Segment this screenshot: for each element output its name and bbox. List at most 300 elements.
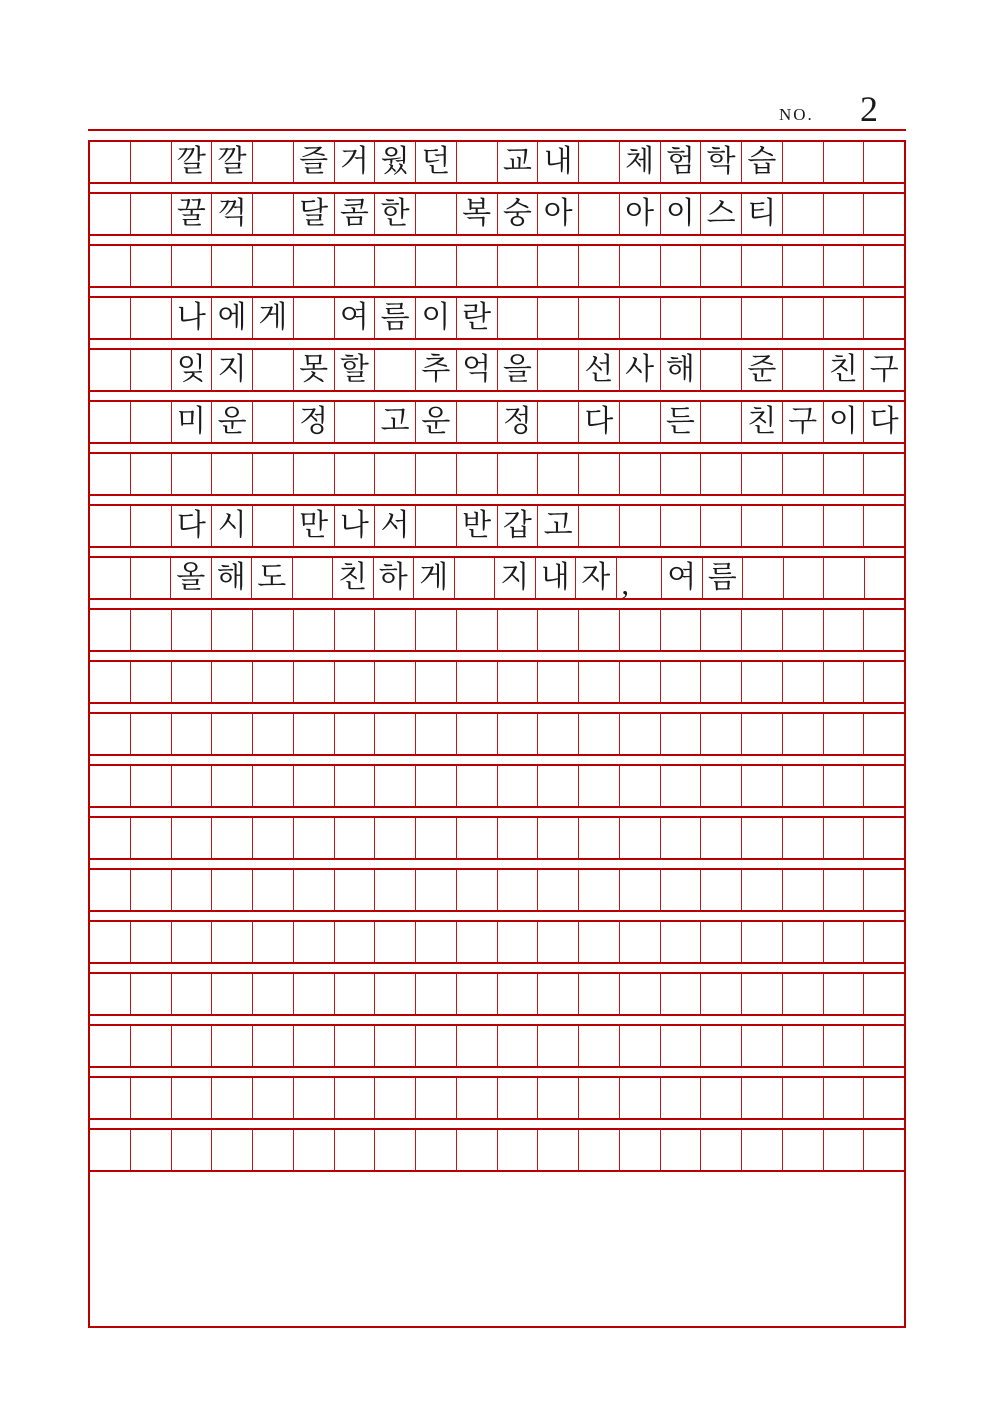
grid-row <box>90 246 904 286</box>
grid-row <box>90 974 904 1014</box>
grid-row <box>90 766 904 806</box>
grid-cell: 정 <box>497 402 538 442</box>
grid-cell <box>741 298 782 338</box>
grid-cell <box>863 922 904 962</box>
grid-cell <box>823 1130 864 1170</box>
grid-cell <box>537 714 578 754</box>
grid-cell <box>456 870 497 910</box>
grid-cell <box>456 662 497 702</box>
grid-cell: 콤 <box>334 194 375 234</box>
grid-cell <box>619 714 660 754</box>
grid-cell <box>130 766 171 806</box>
grid-cell <box>374 246 415 286</box>
grid-cell <box>415 1078 456 1118</box>
grid-cell <box>863 506 904 546</box>
grid-cell: 숭 <box>497 194 538 234</box>
grid-cell <box>90 610 130 650</box>
grid-cell <box>823 662 864 702</box>
grid-cell <box>211 766 252 806</box>
grid-cell <box>782 922 823 962</box>
grid-cell <box>537 1026 578 1066</box>
grid-cell <box>700 246 741 286</box>
grid-cell <box>334 1078 375 1118</box>
grid-cell <box>578 610 619 650</box>
grid-cell <box>211 818 252 858</box>
grid-cell <box>211 246 252 286</box>
grid-cell <box>741 506 782 546</box>
grid-cell <box>211 454 252 494</box>
grid-cell <box>823 974 864 1014</box>
grid-cell: 나 <box>171 298 212 338</box>
row-spacer <box>90 1014 904 1026</box>
grid-cell <box>90 922 130 962</box>
row-spacer <box>90 858 904 870</box>
grid-cell: 친 <box>823 350 864 390</box>
grid-cell <box>334 662 375 702</box>
grid-cell <box>374 454 415 494</box>
grid-cell <box>660 662 701 702</box>
grid-cell <box>211 870 252 910</box>
grid-cell <box>334 1026 375 1066</box>
grid-cell <box>293 818 334 858</box>
grid-cell: 복 <box>456 194 497 234</box>
grid-cell <box>497 818 538 858</box>
grid-cell <box>578 506 619 546</box>
grid-cell <box>578 974 619 1014</box>
grid-cell <box>700 1130 741 1170</box>
grid-cell <box>700 974 741 1014</box>
grid-cell <box>537 870 578 910</box>
grid-cell <box>537 1130 578 1170</box>
grid-cell <box>130 662 171 702</box>
grid-cell: 내 <box>535 558 576 598</box>
grid-cell <box>293 610 334 650</box>
grid-cell: 사 <box>619 350 660 390</box>
grid-cell <box>497 298 538 338</box>
grid-cell <box>252 350 293 390</box>
grid-cell <box>130 298 171 338</box>
grid-cell <box>578 870 619 910</box>
grid-cell: 깔 <box>171 142 212 182</box>
grid-row <box>90 662 904 702</box>
grid-cell <box>619 818 660 858</box>
grid-cell <box>130 350 171 390</box>
grid-cell <box>334 1130 375 1170</box>
grid-cell <box>334 454 375 494</box>
grid-cell <box>130 142 171 182</box>
grid-cell: 선 <box>578 350 619 390</box>
grid-cell <box>578 246 619 286</box>
grid-cell <box>497 974 538 1014</box>
grid-cell <box>619 402 660 442</box>
grid-cell <box>660 974 701 1014</box>
grid-cell <box>415 506 456 546</box>
grid-cell: 잊 <box>171 350 212 390</box>
grid-cell <box>741 610 782 650</box>
grid-cell: 시 <box>211 506 252 546</box>
grid-cell <box>456 454 497 494</box>
grid-cell <box>497 870 538 910</box>
grid-cell: 운 <box>415 402 456 442</box>
grid-cell <box>211 662 252 702</box>
grid-cell <box>456 766 497 806</box>
grid-cell: 고 <box>537 506 578 546</box>
grid-row <box>90 350 904 390</box>
grid-cell <box>130 194 171 234</box>
grid-cell <box>456 818 497 858</box>
grid-cell <box>293 714 334 754</box>
grid-cell <box>782 974 823 1014</box>
grid-cell <box>171 818 212 858</box>
grid-cell <box>823 194 864 234</box>
grid-cell <box>537 974 578 1014</box>
grid-cell <box>90 506 130 546</box>
grid-cell <box>741 246 782 286</box>
grid-cell <box>578 714 619 754</box>
grid-cell: 만 <box>293 506 334 546</box>
grid-cell: 구 <box>863 350 904 390</box>
row-spacer <box>90 494 904 506</box>
grid-cell: 게 <box>413 558 454 598</box>
grid-cell: 지 <box>494 558 535 598</box>
grid-cell <box>171 662 212 702</box>
grid-cell <box>782 1078 823 1118</box>
grid-cell <box>293 1078 334 1118</box>
grid-cell <box>660 246 701 286</box>
grid-cell: , <box>616 558 662 598</box>
grid-cell <box>415 974 456 1014</box>
grid-cell <box>700 1078 741 1118</box>
grid-cell: 지 <box>211 350 252 390</box>
grid-cell <box>660 1078 701 1118</box>
grid-cell: 반 <box>456 506 497 546</box>
grid-cell <box>782 662 823 702</box>
row-spacer <box>90 338 904 350</box>
grid-cell <box>130 454 171 494</box>
grid-row <box>90 454 904 494</box>
grid-cell <box>537 298 578 338</box>
grid-cell <box>497 766 538 806</box>
grid-cell <box>782 454 823 494</box>
grid-cell <box>293 454 334 494</box>
grid-cell <box>537 350 578 390</box>
grid-cell <box>90 142 130 182</box>
grid-cell <box>578 298 619 338</box>
grid-cell <box>578 1130 619 1170</box>
grid-cell <box>252 1078 293 1118</box>
grid-cell: 습 <box>741 142 782 182</box>
grid-cell <box>90 714 130 754</box>
grid-cell <box>619 1078 660 1118</box>
grid-cell <box>863 1078 904 1118</box>
row-spacer <box>90 182 904 194</box>
grid-cell: 거 <box>334 142 375 182</box>
grid-cell <box>171 610 212 650</box>
grid-cell: 못 <box>293 350 334 390</box>
grid-cell: 구 <box>782 402 823 442</box>
grid-cell <box>700 506 741 546</box>
grid-cell <box>90 870 130 910</box>
grid-cell <box>90 350 130 390</box>
grid-row <box>90 818 904 858</box>
grid-cell <box>578 662 619 702</box>
grid-cell <box>90 1078 130 1118</box>
grid-row <box>90 714 904 754</box>
row-spacer <box>90 910 904 922</box>
row-spacer <box>90 234 904 246</box>
grid-cell: 학 <box>700 142 741 182</box>
row-spacer <box>90 442 904 454</box>
grid-cell: 아 <box>619 194 660 234</box>
grid-cell <box>863 870 904 910</box>
grid-cell <box>578 194 619 234</box>
grid-cell <box>334 766 375 806</box>
grid-cell <box>783 558 824 598</box>
grid-cell <box>90 194 130 234</box>
grid-cell <box>334 974 375 1014</box>
grid-cell: 할 <box>334 350 375 390</box>
grid-cell <box>619 922 660 962</box>
grid-cell <box>415 194 456 234</box>
grid-cell <box>823 922 864 962</box>
grid-cell <box>742 558 783 598</box>
grid-cell <box>334 610 375 650</box>
grid-cell <box>334 870 375 910</box>
grid-cell <box>293 662 334 702</box>
grid-cell <box>293 766 334 806</box>
grid-cell <box>374 1026 415 1066</box>
grid-cell <box>456 1026 497 1066</box>
grid-cell <box>252 662 293 702</box>
grid-cell <box>700 818 741 858</box>
grid-cell <box>741 766 782 806</box>
grid-cell <box>537 922 578 962</box>
row-spacer <box>90 962 904 974</box>
grid-cell <box>374 350 415 390</box>
grid-cell: 억 <box>456 350 497 390</box>
grid-cell <box>374 974 415 1014</box>
grid-cell <box>700 298 741 338</box>
grid-row <box>90 922 904 962</box>
page-number-label: NO. <box>779 105 814 124</box>
grid-cell: 꺽 <box>211 194 252 234</box>
grid-cell <box>171 922 212 962</box>
grid-cell <box>497 610 538 650</box>
grid-cell <box>374 1130 415 1170</box>
row-spacer <box>90 1118 904 1130</box>
grid-cell <box>863 298 904 338</box>
grid-cell <box>171 246 212 286</box>
grid-cell: 하 <box>373 558 414 598</box>
header-underline <box>88 129 906 131</box>
grid-cell <box>497 662 538 702</box>
grid-cell: 올 <box>170 558 211 598</box>
manuscript-grid <box>88 140 906 1328</box>
grid-cell <box>456 610 497 650</box>
grid-cell <box>415 454 456 494</box>
grid-row <box>90 402 904 442</box>
grid-cell <box>497 1130 538 1170</box>
grid-cell <box>823 558 864 598</box>
grid-cell <box>211 610 252 650</box>
grid-cell <box>741 714 782 754</box>
grid-cell <box>171 1026 212 1066</box>
grid-cell <box>90 766 130 806</box>
grid-cell <box>374 1078 415 1118</box>
grid-cell <box>90 454 130 494</box>
grid-cell <box>171 1078 212 1118</box>
grid-cell <box>415 662 456 702</box>
grid-cell: 스 <box>700 194 741 234</box>
grid-cell <box>374 610 415 650</box>
grid-cell <box>130 714 171 754</box>
grid-cell: 친 <box>332 558 373 598</box>
grid-cell <box>537 246 578 286</box>
grid-cell <box>211 1026 252 1066</box>
grid-cell <box>741 1026 782 1066</box>
grid-cell: 든 <box>660 402 701 442</box>
grid-cell: 내 <box>537 142 578 182</box>
grid-cell: 름 <box>702 558 743 598</box>
grid-cell <box>537 402 578 442</box>
grid-cell <box>782 350 823 390</box>
grid-cell: 을 <box>497 350 538 390</box>
grid-cell: 티 <box>741 194 782 234</box>
grid-cell <box>415 922 456 962</box>
grid-cell <box>130 974 171 1014</box>
grid-cell <box>456 246 497 286</box>
grid-cell <box>293 246 334 286</box>
grid-cell <box>90 402 130 442</box>
grid-cell <box>374 662 415 702</box>
bottom-note-box <box>90 1170 904 1326</box>
grid-cell <box>782 298 823 338</box>
grid-cell <box>130 1026 171 1066</box>
grid-cell <box>130 506 171 546</box>
grid-cell <box>252 870 293 910</box>
grid-cell <box>578 142 619 182</box>
grid-cell: 고 <box>374 402 415 442</box>
grid-cell <box>823 142 864 182</box>
grid-cell <box>863 194 904 234</box>
grid-cell <box>252 974 293 1014</box>
grid-cell <box>823 766 864 806</box>
grid-cell <box>456 922 497 962</box>
row-spacer <box>90 650 904 662</box>
grid-cell <box>537 662 578 702</box>
grid-cell <box>292 558 333 598</box>
grid-cell <box>252 766 293 806</box>
grid-cell <box>660 1026 701 1066</box>
grid-cell: 준 <box>741 350 782 390</box>
grid-cell <box>578 1026 619 1066</box>
grid-cell <box>863 662 904 702</box>
grid-cell <box>415 818 456 858</box>
grid-cell <box>252 610 293 650</box>
grid-cell <box>660 922 701 962</box>
grid-cell: 꿀 <box>171 194 212 234</box>
grid-cell: 교 <box>497 142 538 182</box>
grid-cell: 험 <box>660 142 701 182</box>
grid-cell: 에 <box>211 298 252 338</box>
grid-cell <box>741 922 782 962</box>
grid-cell: 미 <box>171 402 212 442</box>
grid-cell <box>863 246 904 286</box>
grid-cell <box>700 714 741 754</box>
row-spacer <box>90 598 904 610</box>
grid-cell <box>660 454 701 494</box>
grid-cell <box>211 922 252 962</box>
grid-cell: 다 <box>578 402 619 442</box>
grid-cell <box>619 610 660 650</box>
grid-cell <box>578 454 619 494</box>
grid-cell <box>700 766 741 806</box>
grid-cell <box>619 662 660 702</box>
grid-cell <box>293 298 334 338</box>
grid-cell <box>415 246 456 286</box>
grid-cell <box>90 818 130 858</box>
grid-cell <box>537 766 578 806</box>
row-spacer <box>90 390 904 402</box>
grid-cell: 여 <box>661 558 702 598</box>
grid-cell <box>823 246 864 286</box>
grid-cell <box>782 610 823 650</box>
grid-cell <box>130 246 171 286</box>
grid-cell: 즐 <box>293 142 334 182</box>
grid-cell: 던 <box>415 142 456 182</box>
grid-cell <box>252 922 293 962</box>
grid-cell <box>619 1026 660 1066</box>
grid-cell <box>454 558 495 598</box>
grid-cell <box>578 922 619 962</box>
grid-cell <box>334 246 375 286</box>
grid-cell <box>90 1130 130 1170</box>
grid-row <box>90 506 904 546</box>
grid-cell <box>171 974 212 1014</box>
grid-cell <box>415 610 456 650</box>
grid-cell <box>700 610 741 650</box>
row-spacer <box>90 702 904 714</box>
grid-cell: 도 <box>251 558 292 598</box>
grid-cell <box>90 662 130 702</box>
grid-cell: 아 <box>537 194 578 234</box>
grid-cell: 추 <box>415 350 456 390</box>
grid-cell <box>497 922 538 962</box>
grid-cell <box>415 1130 456 1170</box>
grid-cell <box>578 766 619 806</box>
grid-cell <box>823 298 864 338</box>
grid-cell <box>130 1078 171 1118</box>
grid-cell <box>864 558 905 598</box>
grid-cell <box>171 870 212 910</box>
grid-cell <box>619 766 660 806</box>
grid-cell: 깔 <box>211 142 252 182</box>
grid-cell <box>497 1026 538 1066</box>
grid-cell <box>863 1026 904 1066</box>
grid-cell <box>782 766 823 806</box>
row-spacer <box>90 806 904 818</box>
grid-cell <box>823 818 864 858</box>
grid-cell <box>130 922 171 962</box>
grid-cell <box>619 246 660 286</box>
grid-row <box>90 194 904 234</box>
grid-cell <box>782 142 823 182</box>
grid-cell <box>660 870 701 910</box>
grid-cell <box>130 870 171 910</box>
grid-cell: 해 <box>660 350 701 390</box>
row-spacer <box>90 754 904 766</box>
grid-cell <box>782 1130 823 1170</box>
